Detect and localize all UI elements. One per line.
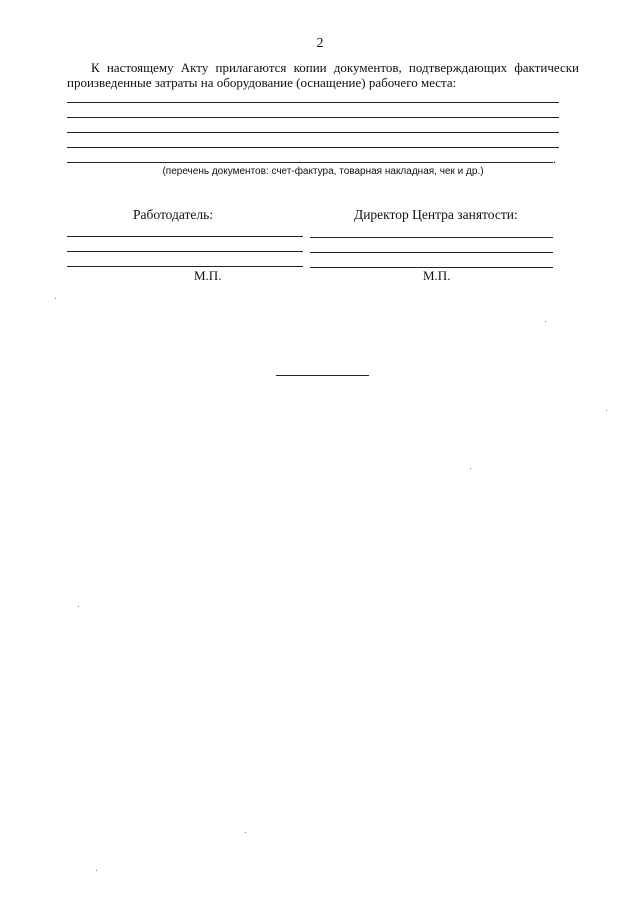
scan-speck bbox=[470, 468, 471, 469]
scan-speck bbox=[78, 606, 79, 607]
employer-signature-line bbox=[67, 251, 303, 252]
director-signature-line bbox=[310, 252, 553, 253]
page-number: 2 bbox=[316, 36, 324, 51]
intro-paragraph: К настоящему Акту прилагаются копии документов, подтверждающих фактически произведенные затраты на оборудование (оснащение) рабочего места: bbox=[67, 60, 579, 90]
director-label: Директор Центра занятости: bbox=[354, 207, 518, 222]
scan-speck bbox=[606, 410, 607, 411]
documents-caption: (перечень документов: счет-фактура, товарная накладная, чек и др.) bbox=[162, 166, 484, 177]
documents-blank-line bbox=[67, 117, 559, 118]
scan-speck bbox=[96, 870, 97, 871]
documents-blank-line bbox=[67, 102, 559, 103]
director-signature-line bbox=[310, 237, 553, 238]
employer-label: Работодатель: bbox=[133, 207, 214, 222]
list-end-mark: . bbox=[553, 152, 556, 166]
documents-blank-line bbox=[67, 147, 559, 148]
scan-speck bbox=[55, 298, 56, 299]
employer-stamp-place: М.П. bbox=[194, 268, 222, 283]
employer-signature-line bbox=[67, 236, 303, 237]
scan-speck bbox=[545, 321, 546, 322]
documents-blank-line bbox=[67, 132, 559, 133]
documents-blank-line bbox=[67, 162, 553, 163]
scan-speck bbox=[245, 832, 246, 833]
employer-signature-line bbox=[67, 266, 303, 267]
end-separator-line bbox=[276, 375, 369, 376]
director-stamp-place: М.П. bbox=[423, 268, 451, 283]
